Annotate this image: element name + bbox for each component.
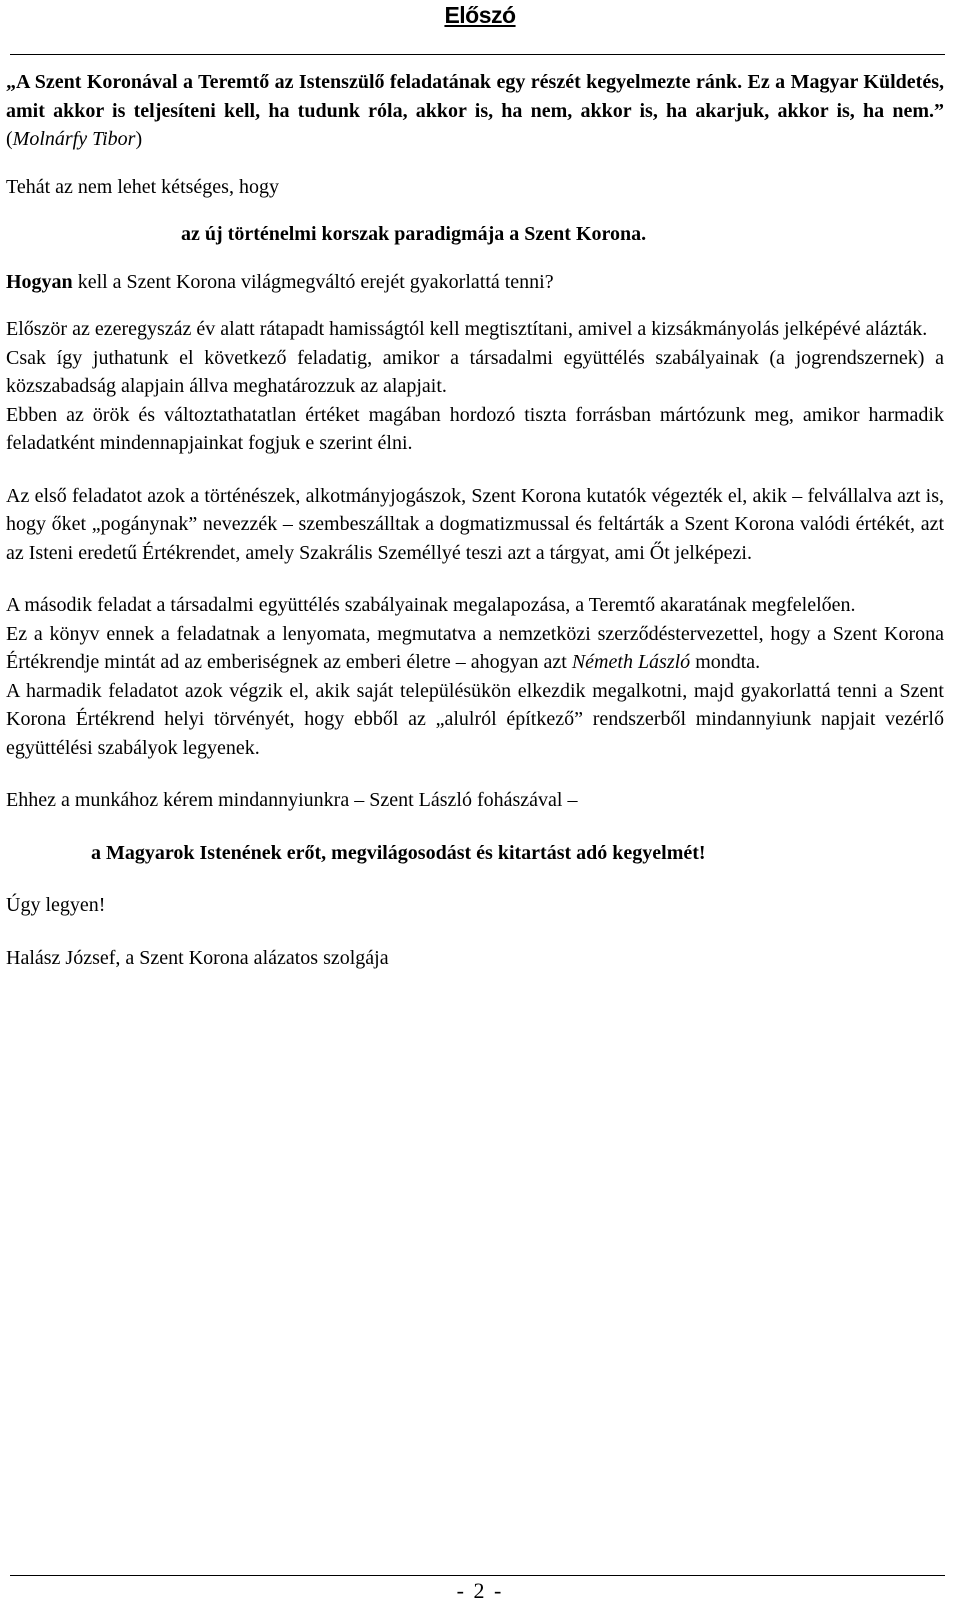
signature-line: Halász József, a Szent Korona alázatos szolgája [6, 946, 389, 969]
quote-attribution-open: ( [6, 128, 13, 150]
paragraph-first-task: Először az ezeregyszáz év alatt rátapadt hamisságtól kell megtisztítani, amivel a kizsákmányolás jelképévé alázták. [6, 318, 928, 340]
paragraph-third-step: Ebben az örök és változtathatatlan értéket magában hordozó tiszta forrásban mártózunk meg, amikor harmadik feladatként mindennapjainkat fogjuk e szerint élni. [6, 403, 944, 454]
amen-line: Úgy legyen! [6, 894, 106, 916]
quote-text: „A Szent Koronával a Teremtő az Istenszülő feladatának egy részét kegyelmezte ránk. Ez a Magyar Küldetés, amit akkor is teljesíteni kell, ha tudunk róla, akkor is, ha nem, akkor is, ha akarjuk, akkor is, ha nem.” [6, 71, 944, 122]
question-rest: kell a Szent Korona világmegváltó erejét gyakorlattá tenni? [72, 270, 554, 293]
paragraph-first-task-done: Az első feladatot azok a történészek, alkotmányjogászok, Szent Korona kutatók végezték el, akik – felvállalva azt is, hogy őket „pogánynak” nevezzék – szembeszálltak a dogmatizmussal és feltárták a Szent Korona valódi értékét, azt az Isteni eredetű Értékrendet, amely Szakrális Személlyé teszi azt a tárgyat, ami Őt jelképezi. [6, 484, 944, 564]
paragraph-second-step: Csak így juthatunk el következő feladatig, amikor a társadalmi együttélés szabályainak (a jogrendszernek) a közszabadság alapjain állva meghatározzuk az alapjait. [6, 346, 944, 397]
question-bold: Hogyan [6, 270, 73, 293]
footer-divider [10, 1575, 945, 1576]
intro-line: Tehát az nem lehet kétséges, hogy [6, 175, 279, 198]
paragraph-book [6, 620, 944, 677]
page-number: - 2 - [456, 1578, 504, 1603]
quote-author: Molnárfy Tibor [12, 128, 136, 150]
document-body [6, 68, 944, 972]
opening-quote [6, 68, 944, 154]
question-line [6, 268, 944, 297]
quote-attribution-close: ) [135, 128, 143, 150]
closing-blessing: a Magyarok Istenének erőt, megvilágosodást és kitartást adó kegyelmét! [91, 841, 706, 864]
paragraph-third-task: A harmadik feladatot azok végzik el, akik saját településükön elkezdik megalkotni, majd gyakorlattá tenni a Szent Korona Értékrend helyi törvényét, hogy ebből az „alulról építkező” rendszerből mindannyiunk napjait vezérlő együttélési szabályok legyenek. [6, 679, 944, 759]
paradigm-statement: az új történelmi korszak paradigmája a Szent Korona. [181, 223, 647, 245]
page-title: Előszó [444, 2, 516, 28]
paragraph-prayer-intro: Ehhez a munkához kérem mindannyiunkra – Szent László fohászával – [6, 789, 578, 811]
page-header [0, 0, 960, 30]
paragraph-second-task: A második feladat a társadalmi együttélés szabályainak megalapozása, a Teremtő akaratának megfelelően. [6, 594, 856, 616]
book-text-start: Ez a könyv ennek a feladatnak a lenyomata, megmutatva a nemzetközi szerződéstervezettel, hogy a Szent Korona Értékrendje mintát ad az emberiségnek az emberi életre – ahogyan azt [6, 622, 944, 673]
header-divider [10, 54, 945, 55]
book-text-end: mondta. [690, 651, 761, 673]
book-quoted-name: Németh László [571, 651, 691, 673]
